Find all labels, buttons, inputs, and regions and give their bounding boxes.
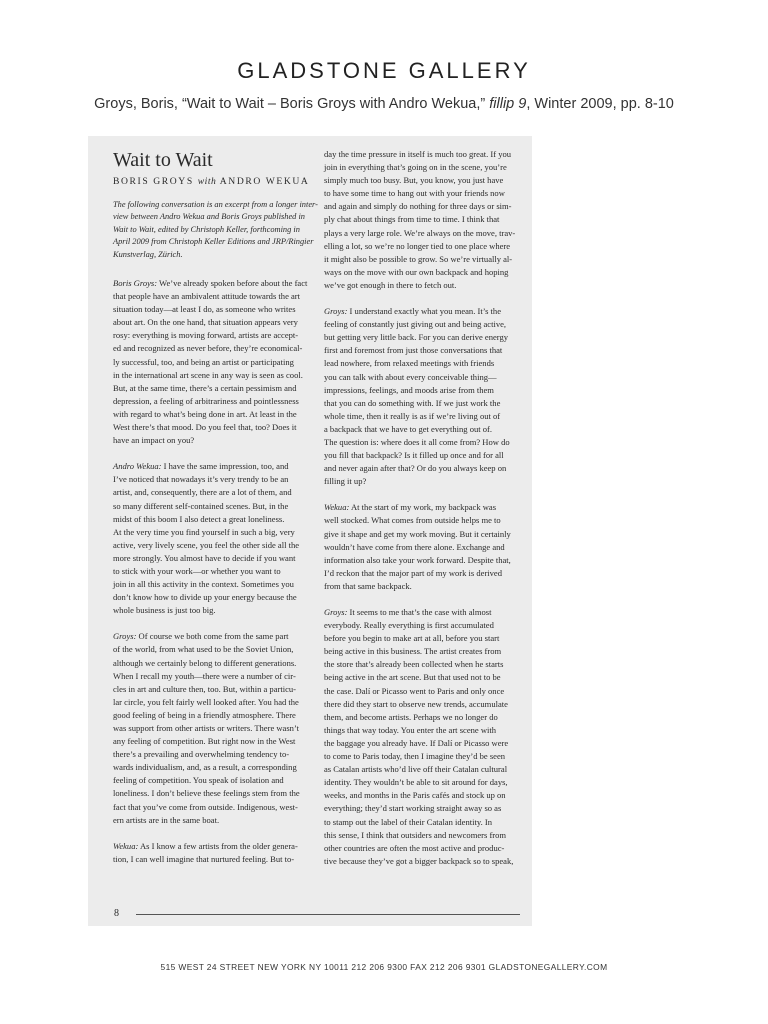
- line-text: don’t know how to divide up your energy because the: [113, 592, 297, 603]
- intro-line: Kunstverlag, Zürich.: [113, 249, 183, 259]
- line-text: more strongly. You almost have to decide if you want: [113, 552, 296, 563]
- line-text: ways on the move with our own backpack and hoping: [324, 266, 509, 277]
- line-text: that you can do something with. If we just work the: [324, 397, 501, 408]
- citation-journal: fillip 9: [489, 96, 527, 112]
- line-text: to stick with your work—or whether you want to: [113, 565, 281, 576]
- line-text: At the very time you find yourself in such a big, very: [113, 526, 295, 537]
- paragraph-line: [113, 696, 321, 709]
- line-text: you fill that backpack? Is it filled up once and for all: [324, 450, 504, 461]
- line-text: impressions, feelings, and moods arise from them: [324, 384, 494, 395]
- line-text: artist, and, consequently, there are a lot of them, and: [113, 487, 292, 498]
- line-text: identity. They wouldn’t be able to sit around for days,: [324, 777, 508, 788]
- line-text: But, at the same time, there’s a certain pessimism and: [113, 382, 297, 393]
- line-text: this sense, I think that outsiders and newcomers from: [324, 829, 507, 840]
- paragraph-line: [113, 787, 321, 800]
- speaker-name: Groys:: [324, 306, 348, 317]
- line-text: whole time, then it really is as if we’re living out of: [324, 410, 501, 421]
- line-text: other countries are often the most active and produc-: [324, 842, 505, 853]
- paragraph-line: [324, 763, 528, 776]
- line-text: West there’s that mood. Do you feel that, too? Does it: [113, 422, 297, 433]
- paragraph-line: [113, 316, 321, 329]
- line-text: the case. Dalí or Picasso went to Paris and only once: [324, 685, 505, 696]
- article-title: Wait to Wait: [113, 149, 213, 171]
- paragraph-line: [324, 279, 528, 292]
- gallery-address: 515 WEST 24 STREET NEW YORK NY 10011 212 206 9300 FAX 212 206 9301 GLADSTONEGALLERY.COM: [160, 962, 608, 972]
- paragraph-line: [113, 853, 321, 866]
- paragraph-line: [113, 382, 321, 395]
- line-text: being active in this business. The artist creates from: [324, 646, 502, 657]
- paragraph-line: [113, 801, 321, 814]
- line-text: day the time pressure in itself is much too great. If you: [324, 149, 512, 159]
- line-text: depression, a feeling of arbitrariness and pointlessness: [113, 395, 299, 406]
- paragraph-line: [324, 148, 528, 161]
- line-text: weeks, and months in the Paris cafés and stock up on: [324, 790, 506, 801]
- line-text: things that way today. You enter the art scene with: [324, 724, 497, 735]
- line-text: everybody. Really everything is first accumulated: [324, 620, 494, 631]
- speaker-name: Wekua:: [324, 502, 350, 513]
- gallery-name: GLADSTONE GALLERY: [237, 58, 531, 83]
- paragraph-line: [113, 408, 321, 421]
- paragraph-line: [324, 227, 528, 240]
- line-text: The question is: where does it all come from? How do: [324, 436, 510, 447]
- paragraph: [113, 277, 321, 447]
- paragraph-line: [324, 554, 528, 567]
- paragraph-line: [324, 802, 528, 815]
- paragraph-line: [113, 486, 321, 499]
- paragraph-line: [324, 187, 528, 200]
- paragraph-line: [113, 814, 321, 827]
- right-column: [324, 148, 528, 881]
- paragraph-line: [324, 541, 528, 554]
- paragraph-line: [113, 539, 321, 552]
- byline-with: with: [197, 176, 217, 187]
- line-text: tion, I can well imagine that nurtured feeling. But to-: [113, 853, 295, 864]
- paragraph-line: [113, 722, 321, 735]
- line-text: being active in the art scene. But that used not to be: [324, 672, 501, 683]
- paragraph-line: [324, 410, 528, 423]
- line-text: was support from other artists or writers. There wasn’t: [113, 723, 300, 733]
- paragraph-line: [113, 356, 321, 369]
- line-text: so many different self-contained scenes. But, in the: [113, 500, 289, 511]
- line-text: Of course we both come from the same part: [136, 631, 289, 642]
- paragraph-line: [113, 670, 321, 683]
- paragraph-line: [113, 565, 321, 578]
- paragraph-line: [113, 329, 321, 342]
- line-text: we’ve got enough in there to fetch out.: [324, 279, 457, 290]
- line-text: first and foremost from just those conversations that: [324, 345, 503, 356]
- paragraph-line: [113, 761, 321, 774]
- paragraph-line: [324, 514, 528, 527]
- intro-line: view between Andro Wekua and Boris Groys published in: [113, 212, 305, 222]
- byline-author: ANDRO WEKUA: [219, 176, 310, 187]
- line-text: I have the same impression, too, and: [161, 461, 289, 472]
- byline: [113, 176, 309, 187]
- paragraph-line: [324, 816, 528, 829]
- paragraph: [113, 840, 321, 866]
- line-text: the store that’s already been collected when he starts: [324, 659, 504, 670]
- paragraph-line: [113, 290, 321, 303]
- paragraph-line: [324, 501, 528, 514]
- paragraph-line: [113, 657, 321, 670]
- paragraph-line: [324, 737, 528, 750]
- line-text: that people have an ambivalent attitude towards the art: [113, 291, 301, 302]
- paragraph: [324, 606, 528, 868]
- speaker-name: Groys:: [113, 631, 137, 642]
- paragraph-line: [324, 658, 528, 671]
- citation-suffix: , Winter 2009, pp. 8-10: [526, 96, 674, 112]
- paragraph-line: [324, 645, 528, 658]
- paragraph-line: [324, 580, 528, 593]
- citation-prefix: Groys, Boris, “Wait to Wait – Boris Groys with Andro Wekua,”: [94, 96, 490, 112]
- line-text: whole business is just too big.: [113, 605, 216, 616]
- paragraph-line: [113, 421, 321, 434]
- paragraph-line: [113, 840, 321, 853]
- line-text: have an impact on you?: [113, 435, 195, 446]
- citation: [0, 96, 768, 112]
- paragraph-line: [324, 200, 528, 213]
- line-text: midst of this boom I also detect a great loneliness.: [113, 513, 285, 524]
- paragraph-line: [324, 724, 528, 737]
- paragraph-line: [324, 789, 528, 802]
- paragraph-line: [113, 513, 321, 526]
- line-text: the baggage you already have. If Dalí or Picasso were: [324, 737, 509, 748]
- paragraph-line: [324, 397, 528, 410]
- line-text: to come to Paris today, then I imagine they’d be seen: [324, 751, 506, 762]
- speaker-name: Wekua:: [113, 840, 139, 851]
- paragraph-line: [113, 604, 321, 617]
- paragraph: [113, 630, 321, 826]
- line-text: a backpack that we have to get everything out of.: [324, 423, 493, 434]
- line-text: information also take your work forward. Despite that,: [324, 554, 511, 565]
- paragraph-line: [113, 774, 321, 787]
- paragraph: [324, 305, 528, 488]
- line-text: feeling of competition. You speak of isolation and: [113, 775, 284, 786]
- paragraph: [113, 460, 321, 617]
- intro-line: The following conversation is an excerpt from a longer inter-: [113, 200, 318, 209]
- paragraph: [324, 148, 528, 292]
- line-text: ern artists are in the same boat.: [113, 814, 220, 825]
- line-text: and never again after that? Or do you always keep on: [324, 463, 507, 474]
- paragraph-line: [113, 500, 321, 513]
- paragraph-line: [324, 567, 528, 580]
- line-text: join in everything that’s going on in the scene, you’re: [324, 162, 507, 173]
- paragraph-line: [113, 709, 321, 722]
- paragraph-line: [113, 303, 321, 316]
- line-text: you can talk with about every conceivable thing—: [324, 371, 497, 382]
- line-text: wards individualism, and, as a result, a corresponding: [113, 762, 297, 773]
- paragraph-line: [113, 748, 321, 761]
- line-text: I understand exactly what you mean. It’s the: [347, 306, 501, 317]
- paragraph-line: [113, 735, 321, 748]
- line-text: lead nowhere, from relaxed meetings with friends: [324, 358, 495, 369]
- paragraph-line: [324, 776, 528, 789]
- line-text: elling a lot, so we’re no longer tied to one place where: [324, 240, 511, 251]
- page-rule: [136, 914, 520, 915]
- intro-line: April 2009 from Christoph Keller Editions and JRP/Ringier: [113, 237, 314, 247]
- page-number: 8: [114, 908, 119, 919]
- paragraph-line: [113, 526, 321, 539]
- paragraph-line: [113, 369, 321, 382]
- paragraph: [324, 501, 528, 593]
- paragraph-line: [324, 213, 528, 226]
- line-text: although we certainly belong to different generations.: [113, 657, 297, 668]
- line-text: plays a very large role. We’re always on the move, trav-: [324, 227, 516, 238]
- paragraph-line: [324, 331, 528, 344]
- paragraph-line: [324, 371, 528, 384]
- line-text: with regard to what’s being done in art. At least in the: [113, 408, 297, 419]
- paragraph-line: [324, 750, 528, 763]
- speaker-name: Andro Wekua:: [113, 461, 162, 472]
- paragraph-line: [324, 842, 528, 855]
- line-text: in the international art scene in any way is seen as cool.: [113, 369, 303, 380]
- paragraph-line: [324, 423, 528, 436]
- line-text: When I recall my youth—there were a number of cir-: [113, 670, 296, 681]
- line-text: it might also be possible to grow. So we’re virtually al-: [324, 253, 513, 264]
- line-text: ply chat about things from time to time. I think that: [324, 214, 500, 225]
- line-text: feeling of constantly just giving out and being active,: [324, 319, 507, 330]
- paragraph-line: [324, 253, 528, 266]
- paragraph-line: [324, 240, 528, 253]
- line-text: ed and recognized as never before, they’re economical-: [113, 343, 303, 354]
- line-text: them, and become artists. Perhaps we no longer do: [324, 711, 498, 722]
- paragraph-line: [324, 619, 528, 632]
- line-text: tive because they’ve got a bigger backpack so to speak,: [324, 855, 514, 866]
- line-text: fact that you’ve come from outside. Indigenous, west-: [113, 801, 298, 812]
- paragraph-line: [324, 161, 528, 174]
- line-text: At the start of my work, my backpack was: [349, 502, 497, 513]
- line-text: before you begin to make art at all, before you start: [324, 633, 500, 644]
- paragraph-line: [113, 342, 321, 355]
- line-text: about art. On the one hand, that situation appears very: [113, 317, 298, 328]
- paragraph-line: [113, 473, 321, 486]
- line-text: We’ve already spoken before about the fact: [157, 278, 308, 288]
- line-text: I’ve noticed that nowadays it’s very trendy to be an: [113, 474, 289, 485]
- paragraph-line: [324, 266, 528, 279]
- left-column: [113, 277, 321, 879]
- paragraph-line: [324, 632, 528, 645]
- line-text: ly successful, too, and being an artist or participating: [113, 356, 294, 367]
- line-text: as Catalan artists who’d live off their Catalan cultural: [324, 764, 508, 775]
- byline-author: BORIS GROYS: [113, 176, 194, 187]
- line-text: and again and simply do nothing for three days or sim-: [324, 201, 512, 212]
- line-text: simply much too busy. But, you know, you just have: [324, 175, 504, 186]
- line-text: loneliness. I don’t believe these feelings stem from the: [113, 788, 300, 799]
- line-text: cles in art and culture then, too. But, within a particu-: [113, 683, 296, 694]
- speaker-name: Groys:: [324, 607, 348, 617]
- paragraph-line: [113, 434, 321, 447]
- paragraph-line: [113, 591, 321, 604]
- line-text: I’d reckon that the major part of my work is derived: [324, 567, 503, 578]
- line-text: everything; they’d start working straight away so as: [324, 803, 502, 814]
- line-text: As I know a few artists from the older genera-: [138, 840, 298, 851]
- paragraph-line: [113, 683, 321, 696]
- paragraph-line: [113, 277, 321, 290]
- paragraph-line: [324, 829, 528, 842]
- paragraph-line: [324, 384, 528, 397]
- paragraph-line: [324, 711, 528, 724]
- line-text: good feeling of being in a friendly atmosphere. There: [113, 709, 296, 720]
- line-text: situation today—at least I do, as someone who writes: [113, 304, 296, 315]
- paragraph-line: [113, 630, 321, 643]
- paragraph-line: [324, 462, 528, 475]
- paragraph-line: [113, 395, 321, 408]
- paragraph-line: [324, 436, 528, 449]
- line-text: wouldn’t have come from there alone. Exchange and: [324, 541, 505, 552]
- paragraph-line: [324, 449, 528, 462]
- line-text: It seems to me that’s the case with almost: [347, 607, 492, 617]
- paragraph-line: [324, 357, 528, 370]
- paragraph-line: [324, 318, 528, 331]
- paragraph-line: [113, 643, 321, 656]
- paragraph-line: [324, 606, 528, 619]
- line-text: there’s a prevailing and overwhelming tendency to-: [113, 749, 290, 760]
- line-text: lar circle, you felt fairly well looked after. You had the: [113, 696, 299, 707]
- paragraph-line: [324, 685, 528, 698]
- line-text: there did they start to observe new trends, accumulate: [324, 698, 508, 709]
- line-text: join in all this activity in the context. Sometimes you: [113, 579, 294, 590]
- paragraph-line: [324, 344, 528, 357]
- paragraph-line: [113, 460, 321, 473]
- intro-line: Wait to Wait, edited by Christoph Keller, forthcoming in: [113, 224, 300, 234]
- paragraph-line: [324, 305, 528, 318]
- speaker-name: Boris Groys:: [113, 278, 158, 288]
- line-text: give it shape and get my work moving. But it certainly: [324, 528, 511, 539]
- line-text: well stocked. What comes from outside helps me to: [324, 515, 501, 526]
- line-text: but getting very little back. For you can derive energy: [324, 332, 509, 343]
- line-text: rosy: everything is moving forward, artists are accept-: [113, 330, 299, 341]
- paragraph-line: [324, 174, 528, 187]
- line-text: filling it up?: [324, 476, 367, 487]
- paragraph-line: [324, 528, 528, 541]
- line-text: to stamp out the label of their Catalan identity. In: [324, 816, 492, 827]
- article-intro: [113, 199, 319, 261]
- line-text: any feeling of competition. But right now in the West: [113, 736, 296, 747]
- line-text: active, very lively scene, you feel the other side all the: [113, 539, 300, 550]
- paragraph-line: [324, 698, 528, 711]
- line-text: to have some time to hang out with your friends now: [324, 188, 505, 199]
- paragraph-line: [324, 475, 528, 488]
- paragraph-line: [324, 671, 528, 684]
- line-text: from that same backpack.: [324, 580, 412, 591]
- paragraph-line: [113, 552, 321, 565]
- paragraph-line: [324, 855, 528, 868]
- line-text: of the world, from what used to be the Soviet Union,: [113, 644, 294, 655]
- paragraph-line: [113, 578, 321, 591]
